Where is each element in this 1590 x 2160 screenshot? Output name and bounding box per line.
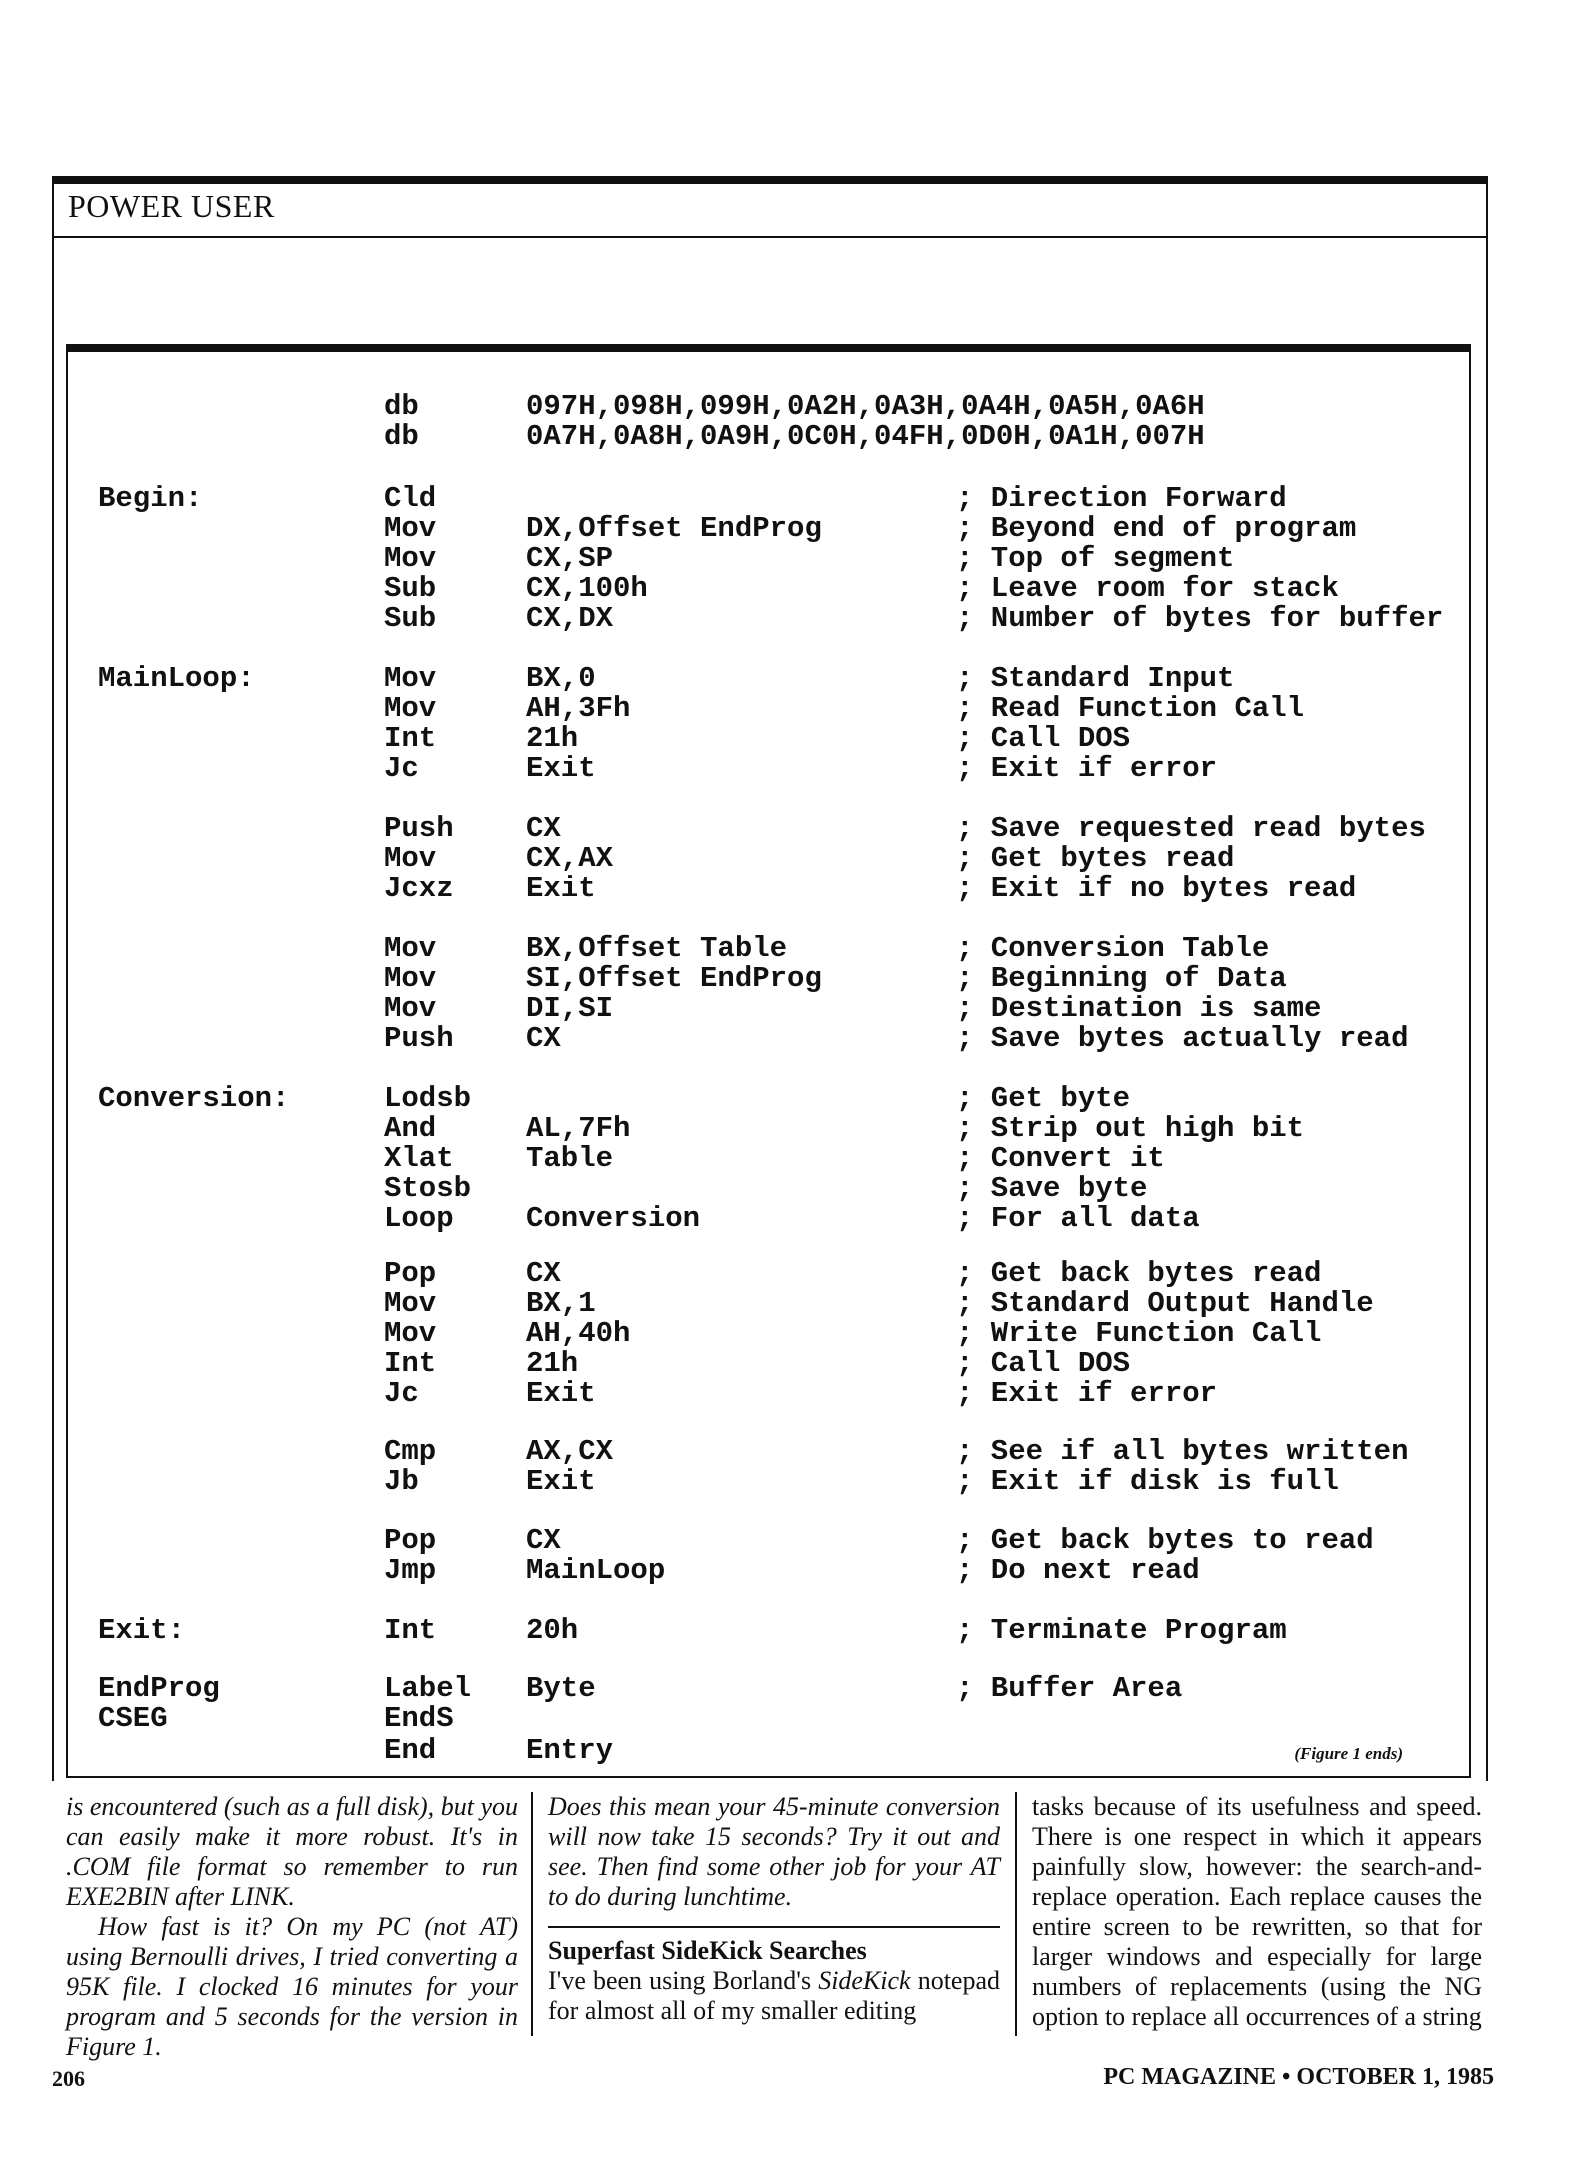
code-opcode: And: [384, 1112, 437, 1145]
article-column-3: [1032, 1792, 1482, 2052]
frame-right-rule: [1486, 236, 1488, 1781]
code-comment: ; Read Function Call: [956, 692, 1305, 725]
code-opcode: Pop: [384, 1257, 437, 1290]
product-name: SideKick: [818, 1966, 911, 1995]
code-comment: ; Save bytes actually read: [956, 1022, 1409, 1055]
code-comment: ; Destination is same: [956, 992, 1322, 1025]
paragraph: How fast is it? On my PC (not AT) using Bernoulli drives, I tried converting a 95K file. I clocked 16 minutes for your program and 5 seconds for the version in Figure 1.: [66, 1912, 518, 2061]
code-comment: ; Terminate Program: [956, 1614, 1287, 1647]
code-operand: Entry: [526, 1734, 614, 1767]
code-label: Conversion:: [98, 1082, 290, 1115]
code-opcode: db: [384, 420, 419, 453]
footer-masthead: PC MAGAZINE • OCTOBER 1, 1985: [1103, 2064, 1494, 2090]
code-comment: ; Beginning of Data: [956, 962, 1287, 995]
code-comment: ; Direction Forward: [956, 482, 1287, 515]
code-comment: ; Beyond end of program: [956, 512, 1357, 545]
code-comment: ; Leave room for stack: [956, 572, 1339, 605]
code-operand: Exit: [526, 872, 596, 905]
code-opcode: Cld: [384, 482, 437, 515]
section-header: [52, 184, 1488, 238]
code-label: Exit:: [98, 1614, 186, 1647]
code-comment: ; Standard Output Handle: [956, 1287, 1374, 1320]
code-operand: AH,3Fh: [526, 692, 631, 725]
code-comment: ; Standard Input: [956, 662, 1235, 695]
code-opcode: Pop: [384, 1524, 437, 1557]
page-number: 206: [52, 2066, 85, 2091]
code-comment: ; Get byte: [956, 1082, 1131, 1115]
code-opcode: Mov: [384, 842, 437, 875]
code-opcode: EndS: [384, 1702, 454, 1735]
code-opcode: Mov: [384, 692, 437, 725]
code-opcode: Mov: [384, 932, 437, 965]
code-operand: AH,40h: [526, 1317, 631, 1350]
code-comment: ; Call DOS: [956, 722, 1131, 755]
code-comment: ; Buffer Area: [956, 1672, 1183, 1705]
section-rule: [548, 1926, 1000, 1928]
paragraph: tasks because of its usefulness and speed. There is one respect in which it appears painfully slow, however: the search-and-replace operation. Each replace causes the entire screen to be rewritten, so that for larger windows and especially for large numbers of replacements (using the NG option to replace all occurrences of a string: [1032, 1792, 1482, 2031]
code-operand: 21h: [526, 722, 579, 755]
code-opcode: Int: [384, 722, 437, 755]
text-run: I've been using Borland's: [548, 1966, 819, 1995]
code-label: EndProg: [98, 1672, 220, 1705]
code-operand: 097H,098H,099H,0A2H,0A3H,0A4H,0A5H,0A6H: [526, 390, 1205, 423]
column-separator: [1015, 1792, 1017, 2036]
code-opcode: Label: [384, 1672, 472, 1705]
code-label: MainLoop:: [98, 662, 255, 695]
code-comment: ; Write Function Call: [956, 1317, 1322, 1350]
code-opcode: Jb: [384, 1465, 419, 1498]
code-comment: ; Exit if disk is full: [956, 1465, 1339, 1498]
code-operand: BX,1: [526, 1287, 596, 1320]
code-comment: ; Get back bytes read: [956, 1257, 1322, 1290]
code-opcode: db: [384, 390, 419, 423]
code-label: CSEG: [98, 1702, 168, 1735]
article-column-1: [66, 1792, 518, 2061]
code-opcode: Jc: [384, 752, 419, 785]
code-operand: Exit: [526, 752, 596, 785]
code-opcode: Int: [384, 1614, 437, 1647]
code-operand: CX,DX: [526, 602, 614, 635]
subheading: Superfast SideKick Searches: [548, 1936, 867, 1965]
code-comment: ; Convert it: [956, 1142, 1165, 1175]
code-opcode: Sub: [384, 572, 437, 605]
code-comment: ; Number of bytes for buffer: [956, 602, 1444, 635]
code-opcode: Mov: [384, 1317, 437, 1350]
article-column-2: [548, 1792, 1000, 2052]
code-operand: Table: [526, 1142, 614, 1175]
code-opcode: Lodsb: [384, 1082, 472, 1115]
code-opcode: Mov: [384, 512, 437, 545]
code-comment: ; Strip out high bit: [956, 1112, 1305, 1145]
code-comment: ; Get bytes read: [956, 842, 1235, 875]
code-comment: ; Do next read: [956, 1554, 1200, 1587]
code-operand: 0A7H,0A8H,0A9H,0C0H,04FH,0D0H,0A1H,007H: [526, 420, 1205, 453]
code-opcode: Loop: [384, 1202, 454, 1235]
paragraph: [548, 1966, 1000, 2026]
code-comment: ; Exit if no bytes read: [956, 872, 1357, 905]
paragraph: is encountered (such as a full disk), but you can easily make it more robust. It's in .COM file format so remember to run EXE2BIN after LINK.: [66, 1792, 518, 1911]
code-operand: CX: [526, 1022, 561, 1055]
code-opcode: Xlat: [384, 1142, 454, 1175]
code-opcode: Sub: [384, 602, 437, 635]
code-opcode: Jcxz: [384, 872, 454, 905]
column-separator: [531, 1792, 533, 2036]
code-opcode: Mov: [384, 962, 437, 995]
code-operand: Byte: [526, 1672, 596, 1705]
code-operand: AL,7Fh: [526, 1112, 631, 1145]
code-operand: CX: [526, 812, 561, 845]
code-opcode: Mov: [384, 542, 437, 575]
code-comment: ; Top of segment: [956, 542, 1235, 575]
code-comment: ; See if all bytes written: [956, 1435, 1409, 1468]
code-operand: Conversion: [526, 1202, 701, 1235]
code-comment: ; Exit if error: [956, 752, 1218, 785]
code-operand: AX,CX: [526, 1435, 614, 1468]
code-comment: ; Save requested read bytes: [956, 812, 1426, 845]
code-opcode: Stosb: [384, 1172, 472, 1205]
code-operand: CX,AX: [526, 842, 614, 875]
code-opcode: Cmp: [384, 1435, 437, 1468]
code-comment: ; Call DOS: [956, 1347, 1131, 1380]
code-operand: 21h: [526, 1347, 579, 1380]
code-operand: BX,Offset Table: [526, 932, 788, 965]
code-label: Begin:: [98, 482, 203, 515]
section-label: POWER USER: [68, 188, 275, 224]
code-opcode: Int: [384, 1347, 437, 1380]
code-comment: ; Exit if error: [956, 1377, 1218, 1410]
code-operand: DX,Offset EndProg: [526, 512, 822, 545]
header-rule: [52, 176, 1488, 184]
text-run: notepad for almost all of my smaller editing: [548, 1966, 1000, 2025]
frame-left-rule: [52, 236, 54, 1781]
code-operand: CX: [526, 1524, 561, 1557]
code-opcode: Push: [384, 1022, 454, 1055]
code-opcode: Mov: [384, 662, 437, 695]
code-operand: Exit: [526, 1465, 596, 1498]
code-operand: BX,0: [526, 662, 596, 695]
figure-end-note: (Figure 1 ends): [1294, 1744, 1403, 1763]
code-comment: ; For all data: [956, 1202, 1200, 1235]
code-operand: CX: [526, 1257, 561, 1290]
code-opcode: Mov: [384, 1287, 437, 1320]
code-opcode: Jc: [384, 1377, 419, 1410]
code-operand: MainLoop: [526, 1554, 666, 1587]
code-comment: ; Get back bytes to read: [956, 1524, 1374, 1557]
code-opcode: Push: [384, 812, 454, 845]
code-opcode: Mov: [384, 992, 437, 1025]
code-operand: SI,Offset EndProg: [526, 962, 822, 995]
code-operand: DI,SI: [526, 992, 614, 1025]
figure-1-listing: [66, 344, 1471, 1778]
code-comment: ; Conversion Table: [956, 932, 1270, 965]
paragraph: Does this mean your 45-minute conversion will now take 15 seconds? Try it out and see. Then find some other job for your AT to do during lunchtime.: [548, 1792, 1000, 1911]
code-operand: Exit: [526, 1377, 596, 1410]
code-operand: CX,SP: [526, 542, 614, 575]
code-opcode: Jmp: [384, 1554, 437, 1587]
code-operand: CX,100h: [526, 572, 648, 605]
code-operand: 20h: [526, 1614, 579, 1647]
code-comment: ; Save byte: [956, 1172, 1148, 1205]
code-opcode: End: [384, 1734, 437, 1767]
